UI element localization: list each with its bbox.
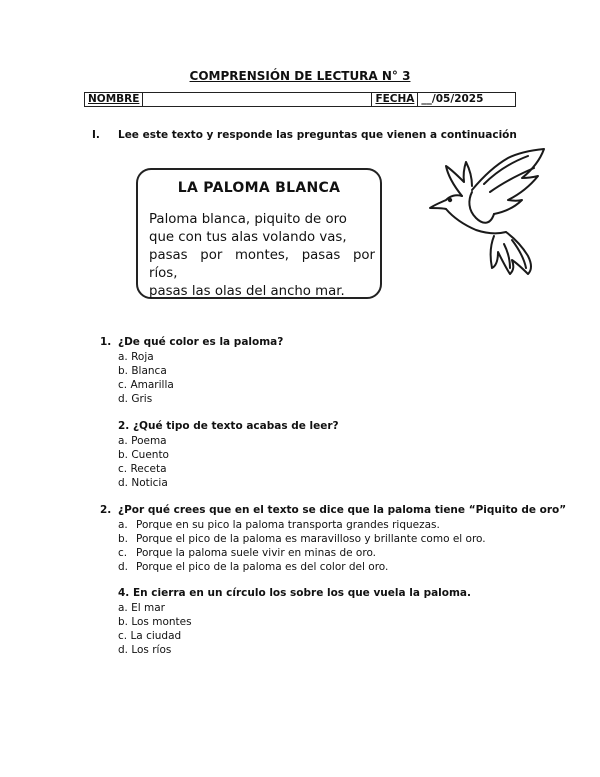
poem-line: pasas por montes, pasas por	[149, 248, 375, 263]
name-label: NOMBRE	[85, 93, 143, 107]
question-2-text: 2. ¿Qué tipo de texto acabas de leer?	[118, 420, 339, 432]
poem-line: pasas las olas del ancho mar.	[149, 284, 345, 299]
option[interactable]: d. Gris	[118, 393, 153, 405]
reading-title: LA PALOMA BLANCA	[177, 180, 341, 196]
option[interactable]: c. Amarilla	[118, 379, 174, 391]
option-letter: b.	[118, 533, 129, 545]
question-1	[100, 336, 283, 348]
poem-line: que con tus alas volando vas,	[149, 230, 347, 245]
option[interactable]: a. El mar	[118, 602, 165, 614]
instruction-text: Lee este texto y responde las preguntas que vienen a continuación	[118, 129, 517, 141]
question-3-options	[118, 518, 486, 574]
option[interactable]	[118, 532, 486, 546]
option-letter: c.	[118, 547, 128, 559]
poem-line: Paloma blanca, piquito de oro	[149, 212, 347, 227]
question-text: ¿Por qué crees que en el texto se dice que la paloma tiene “Piquito de oro”	[118, 504, 567, 516]
question-3	[100, 504, 566, 516]
option[interactable]	[118, 560, 486, 574]
option[interactable]	[118, 518, 486, 532]
option-text: Porque el pico de la paloma es del color del oro.	[136, 561, 389, 573]
question-4-text: 4. En cierra en un círculo los sobre los que vuela la paloma.	[118, 587, 472, 599]
dove-icon	[424, 148, 549, 278]
poem-line: ríos,	[149, 266, 178, 281]
question-number: 1.	[100, 336, 112, 348]
name-field[interactable]	[143, 93, 372, 107]
date-field[interactable]: __/05/2025	[418, 93, 516, 107]
instruction-number: I.	[92, 129, 100, 141]
option[interactable]: a. Poema	[118, 435, 167, 447]
option[interactable]: d. Los ríos	[118, 644, 172, 656]
student-info-table	[84, 92, 516, 107]
option-text: Porque en su pico la paloma transporta grandes riquezas.	[136, 519, 440, 531]
option[interactable]: b. Blanca	[118, 365, 167, 377]
option-text: Porque el pico de la paloma es maravilloso y brillante como el oro.	[136, 533, 486, 545]
question-number: 2.	[100, 504, 112, 516]
option-letter: a.	[118, 519, 128, 531]
option[interactable]: c. La ciudad	[118, 630, 182, 642]
question-2-options	[118, 434, 169, 490]
question-text: ¿De qué color es la paloma?	[118, 336, 284, 348]
question-4-options	[118, 601, 192, 657]
option[interactable]: b. Cuento	[118, 449, 169, 461]
option[interactable]: c. Receta	[118, 463, 167, 475]
option-text: Porque la paloma suele vivir en minas de oro.	[136, 547, 377, 559]
instruction	[92, 129, 517, 141]
option[interactable]	[118, 546, 486, 560]
reading-box	[136, 168, 382, 299]
date-label: FECHA	[372, 93, 418, 107]
page-title: COMPRENSIÓN DE LECTURA N° 3	[189, 69, 411, 83]
option[interactable]: b. Los montes	[118, 616, 192, 628]
question-1-options	[118, 350, 174, 406]
poem-text	[149, 211, 375, 301]
option[interactable]: a. Roja	[118, 351, 154, 363]
option-letter: d.	[118, 561, 129, 573]
option[interactable]: d. Noticia	[118, 477, 168, 489]
